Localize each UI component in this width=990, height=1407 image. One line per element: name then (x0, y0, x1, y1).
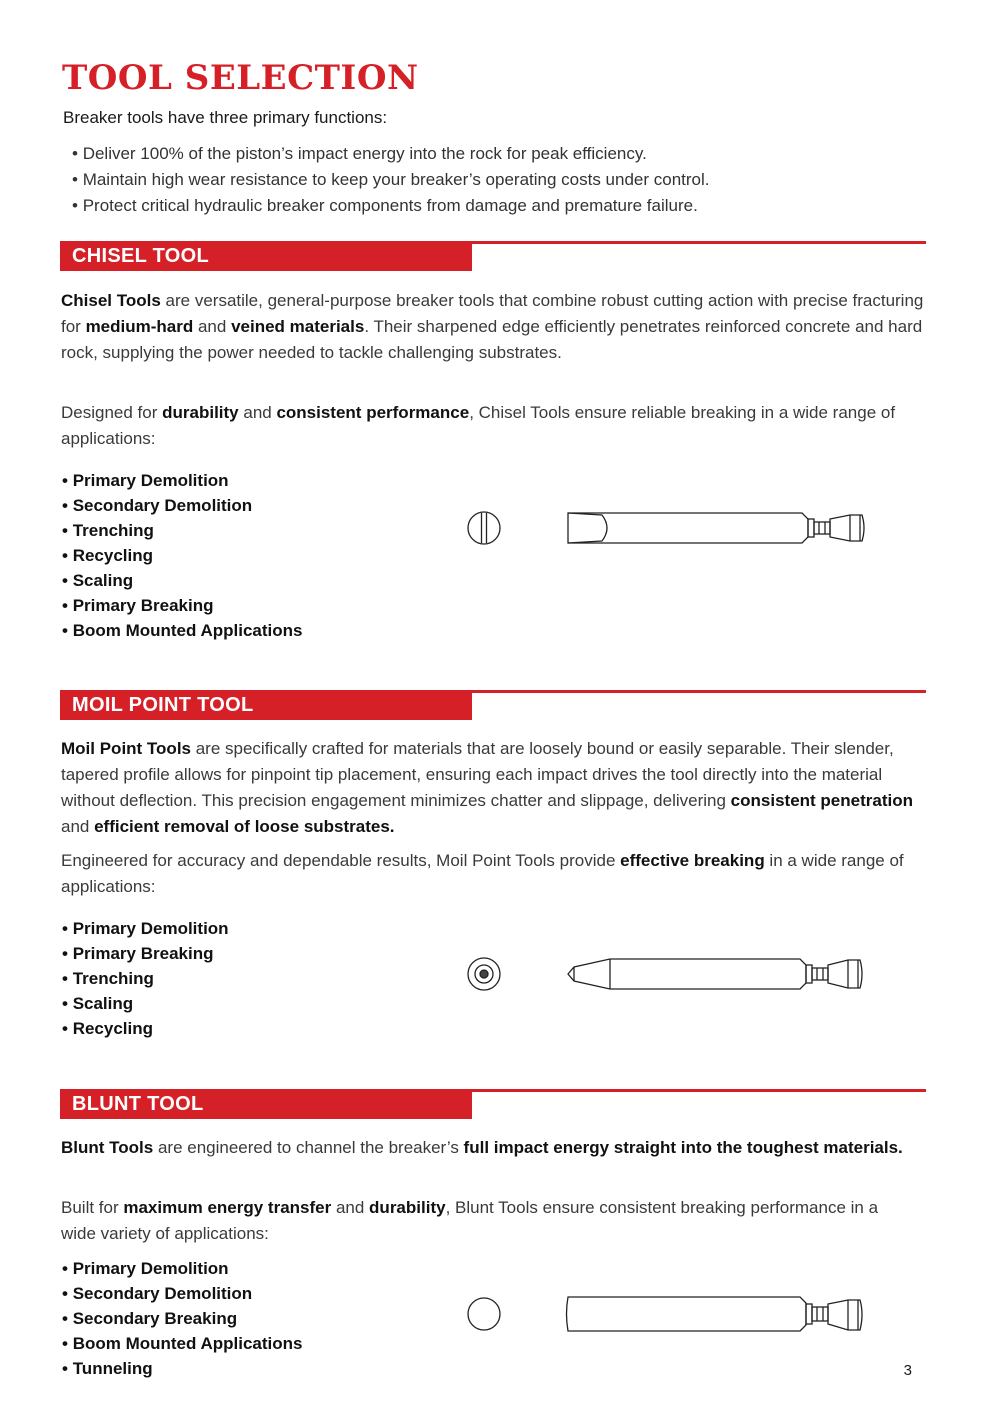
text-segment: and (61, 817, 95, 836)
blunt-side-view (567, 1297, 863, 1331)
text-segment: in a wide range of applications: (61, 851, 904, 896)
function-item: • Deliver 100% of the piston’s impact energy into the rock for peak efficiency. (72, 141, 710, 167)
blunt-usage (61, 1195, 881, 1247)
moil-side-view (568, 959, 862, 989)
application-item: • Secondary Demolition (62, 493, 303, 518)
function-item: • Maintain high wear resistance to keep your breaker’s operating costs under control. (72, 167, 710, 193)
text-segment: are specifically crafted for materials that are loosely bound or easily separable. Their slender, tapered profile allows for pinpoint tip placement, ensuring each impact drives the tool directly into the material without deflection. This precision engagement minimizes chatter and slippage, delivering (61, 739, 894, 810)
text-segment: full impact energy straight into the toughest materials. (463, 1138, 903, 1157)
application-item: • Scaling (62, 991, 229, 1016)
chisel-usage (61, 400, 931, 452)
moil-usage (61, 848, 931, 900)
text-segment: durability (369, 1198, 446, 1217)
moil-applications-list (62, 916, 229, 1041)
text-segment: are engineered to channel the breaker’s (153, 1138, 464, 1157)
moil-description (61, 736, 931, 840)
application-item: • Trenching (62, 966, 229, 991)
chisel-section-header (60, 241, 926, 271)
function-item: • Protect critical hydraulic breaker components from damage and premature failure. (72, 193, 710, 219)
chisel-side-view (568, 513, 864, 543)
application-item: • Recycling (62, 543, 303, 568)
text-segment: and (193, 317, 232, 336)
text-segment: medium-hard (85, 317, 194, 336)
chisel-tool-drawing (462, 505, 872, 555)
application-item: • Secondary Demolition (62, 1281, 303, 1306)
application-item: • Primary Breaking (62, 593, 303, 618)
text-segment: , Chisel Tools ensure reliable breaking in a wide range of applications: (61, 403, 896, 448)
chisel-end-view (468, 512, 500, 544)
moil-tool-drawing (462, 950, 872, 1000)
application-item: • Primary Breaking (62, 941, 229, 966)
application-item: • Tunneling (62, 1356, 303, 1381)
text-segment: Blunt Tools (61, 1138, 154, 1157)
chisel-applications-list (62, 468, 303, 643)
blunt-tool-drawing (462, 1292, 872, 1342)
blunt-description (61, 1135, 931, 1161)
text-segment: Designed for (61, 403, 163, 422)
functions-list (72, 141, 710, 219)
text-segment: . Their sharpened edge efficiently penetrates reinforced concrete and hard rock, supplying the power needed to tackle challenging substrates. (61, 317, 923, 362)
application-item: • Secondary Breaking (62, 1306, 303, 1331)
application-item: • Primary Demolition (62, 1256, 303, 1281)
application-item: • Recycling (62, 1016, 229, 1041)
text-segment: are versatile, general-purpose breaker tools that combine robust cutting action with precise fracturing for (61, 291, 924, 336)
text-segment: Chisel Tools (61, 291, 161, 310)
application-item: • Primary Demolition (62, 916, 229, 941)
blunt-section-title: BLUNT TOOL (72, 1093, 204, 1115)
text-segment: maximum energy transfer (123, 1198, 332, 1217)
page-number: 3 (903, 1362, 912, 1379)
chisel-section-title: CHISEL TOOL (72, 245, 210, 267)
chisel-description (61, 288, 931, 366)
text-segment: consistent penetration (730, 791, 913, 810)
moil-section-title: MOIL POINT TOOL (72, 694, 254, 716)
text-segment: veined materials (231, 317, 365, 336)
page-title: TOOL SELECTION (62, 58, 419, 98)
text-segment: consistent performance (276, 403, 470, 422)
text-segment: Moil Point Tools (61, 739, 191, 758)
application-item: • Primary Demolition (62, 468, 303, 493)
text-segment: efficient removal of loose substrates. (94, 817, 395, 836)
application-item: • Scaling (62, 568, 303, 593)
text-segment: Built for (61, 1198, 124, 1217)
text-segment: durability (162, 403, 239, 422)
text-segment: and (238, 403, 277, 422)
application-item: • Boom Mounted Applications (62, 618, 303, 643)
text-segment: effective breaking (620, 851, 765, 870)
application-item: • Trenching (62, 518, 303, 543)
blunt-section-header (60, 1089, 926, 1119)
application-item: • Boom Mounted Applications (62, 1331, 303, 1356)
moil-end-view (468, 958, 500, 990)
text-segment: Engineered for accuracy and dependable results, Moil Point Tools provide (61, 851, 621, 870)
blunt-applications-list (62, 1256, 303, 1381)
moil-section-header (60, 690, 926, 720)
text-segment: and (331, 1198, 370, 1217)
intro-text: Breaker tools have three primary functions: (63, 108, 388, 127)
text-segment: , Blunt Tools ensure consistent breaking performance in a wide variety of applications: (61, 1198, 879, 1243)
blunt-end-view (468, 1298, 500, 1330)
